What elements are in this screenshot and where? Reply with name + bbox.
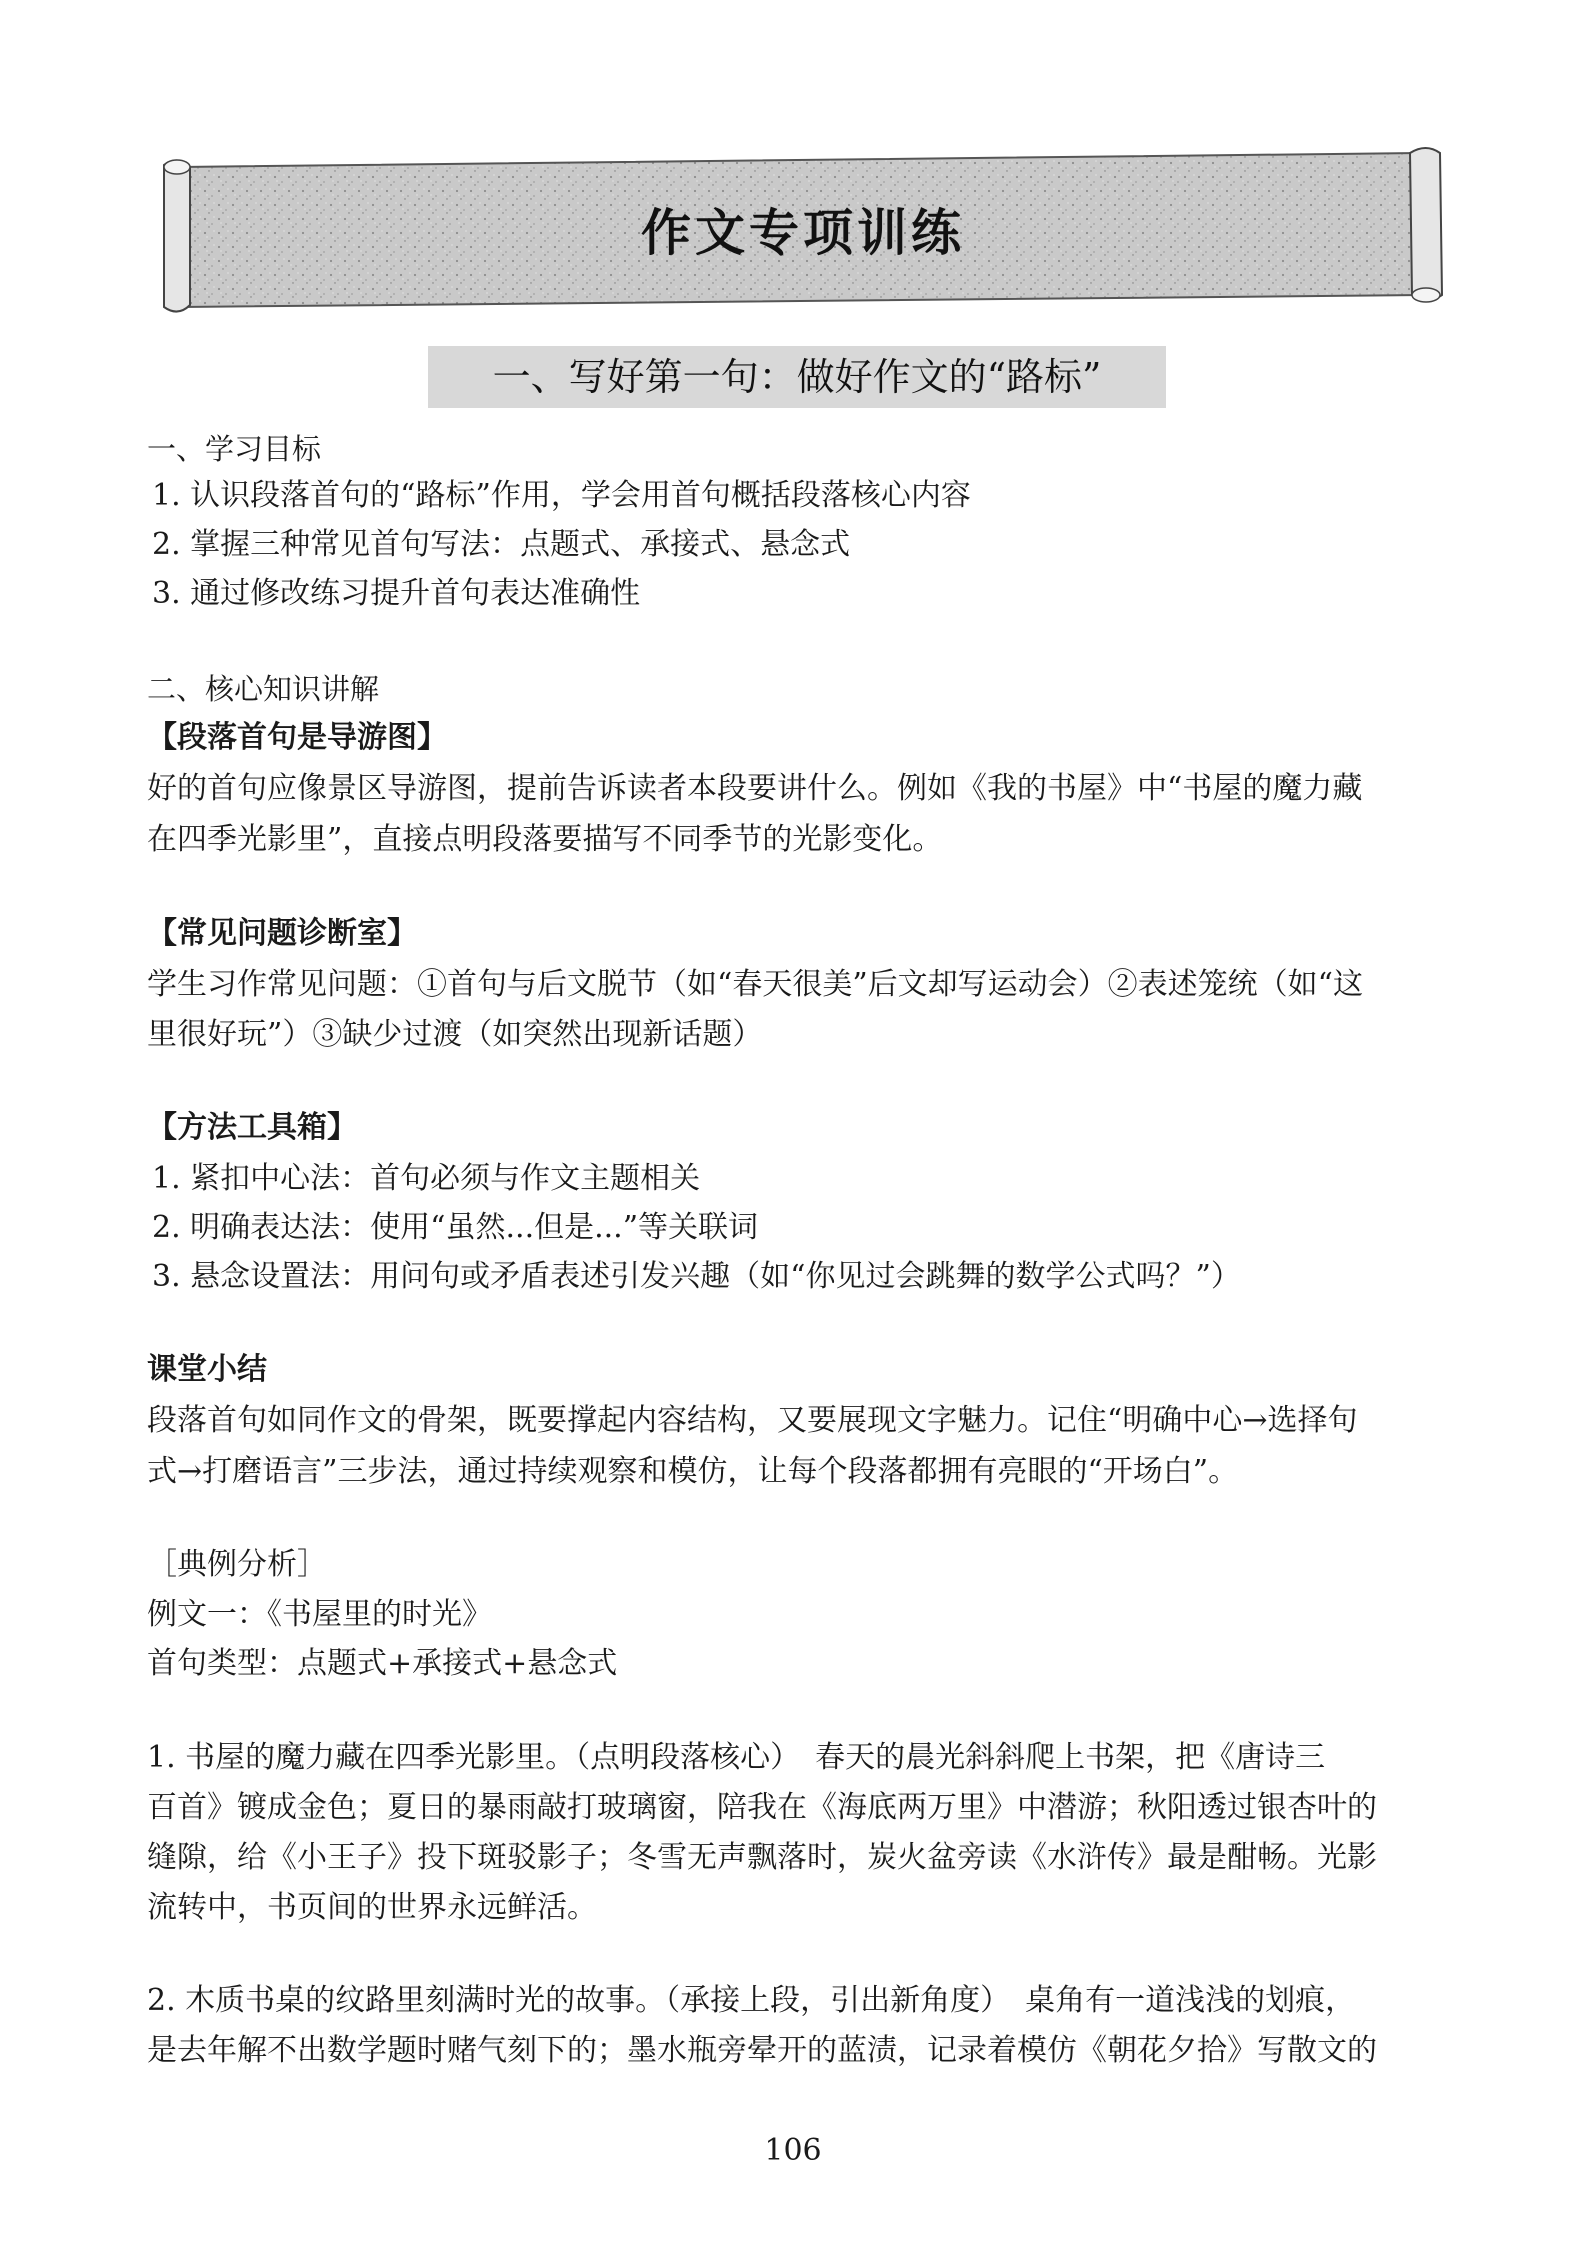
paragraph-line: 学生习作常见问题：①首句与后文脱节（如“春天很美”后文却写运动会）②表述笼统（如“这 (147, 967, 1364, 1002)
method-item: 3. 悬念设置法：用问句或矛盾表述引发兴趣（如“你见过会跳舞的数学公式吗？”） (152, 1259, 1241, 1294)
page-number: 106 (764, 2133, 822, 2168)
title-banner (160, 145, 1446, 315)
section-heading-goals: 一、学习目标 (147, 432, 322, 466)
paragraph-line: 段落首句如同作文的骨架，既要撑起内容结构，又要展现文字魅力。记住“明确中心→选择句 (147, 1403, 1358, 1438)
paragraph-line: 式→打磨语言”三步法，通过持续观察和模仿，让每个段落都拥有亮眼的“开场白”。 (147, 1454, 1239, 1489)
goal-item: 3. 通过修改练习提升首句表达准确性 (152, 576, 641, 611)
block-title-diagnosis: 【常见问题诊断室】 (147, 916, 417, 951)
example-paragraph-line: 百首》镀成金色；夏日的暴雨敲打玻璃窗，陪我在《海底两万里》中潜游；秋阳透过银杏叶的 (147, 1790, 1377, 1825)
method-item: 1. 紧扣中心法：首句必须与作文主题相关 (152, 1161, 701, 1196)
paragraph-line: 里很好玩”）③缺少过渡（如突然出现新话题） (147, 1017, 763, 1052)
paragraph-line: 好的首句应像景区导游图，提前告诉读者本段要讲什么。例如《我的书屋》中“书屋的魔力藏 (147, 771, 1363, 806)
method-item: 2. 明确表达法：使用“虽然...但是...”等关联词 (152, 1210, 759, 1245)
block-title-guide-map: 【段落首句是导游图】 (147, 720, 447, 755)
example-title: ［典例分析］ (147, 1547, 327, 1582)
banner-title: 作文专项训练 (641, 204, 965, 262)
goal-item: 2. 掌握三种常见首句写法：点题式、承接式、悬念式 (152, 527, 851, 562)
example-paragraph-line: 1. 书屋的魔力藏在四季光影里。（点明段落核心） 春天的晨光斜斜爬上书架，把《唐诗三 (147, 1740, 1326, 1775)
lesson-title: 一、写好第一句：做好作文的“路标” (428, 346, 1166, 408)
example-sentence-type: 首句类型：点题式+承接式+悬念式 (147, 1646, 618, 1681)
block-title-toolbox: 【方法工具箱】 (147, 1110, 357, 1145)
goal-item: 1. 认识段落首句的“路标”作用，学会用首句概括段落核心内容 (152, 478, 971, 513)
example-paragraph-line: 2. 木质书桌的纹路里刻满时光的故事。（承接上段，引出新角度） 桌角有一道浅浅的划痕， (147, 1983, 1356, 2018)
example-paragraph-line: 流转中，书页间的世界永远鲜活。 (147, 1890, 597, 1925)
example-paragraph-line: 缝隙，给《小王子》投下斑驳影子；冬雪无声飘落时，炭火盆旁读《水浒传》最是酣畅。光影 (147, 1840, 1377, 1875)
paragraph-line: 在四季光影里”，直接点明段落要描写不同季节的光影变化。 (147, 822, 943, 857)
example-paragraph-line: 是去年解不出数学题时赌气刻下的；墨水瓶旁晕开的蓝渍，记录着模仿《朝花夕拾》写散文的 (147, 2033, 1377, 2068)
section-heading-knowledge: 二、核心知识讲解 (147, 672, 380, 706)
example-essay-name: 例文一：《书屋里的时光》 (147, 1597, 492, 1632)
summary-title: 课堂小结 (147, 1352, 267, 1387)
